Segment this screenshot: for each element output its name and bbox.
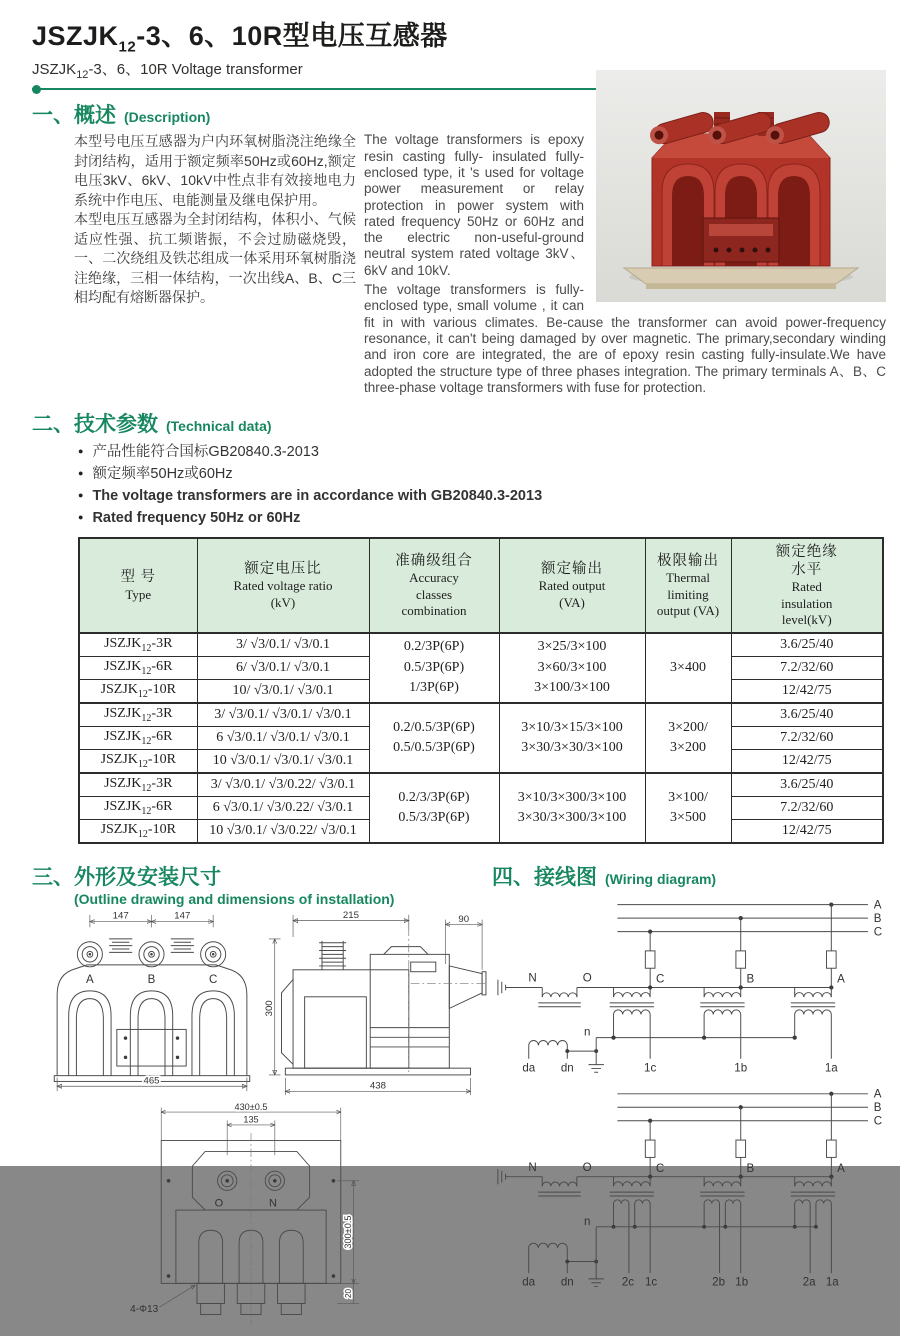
- insulation-cell: 3.6/25/40: [731, 703, 883, 727]
- bullet-item: ● 产品性能符合国标GB20840.3-2013: [78, 441, 886, 463]
- ratio-cell: 10 √3/0.1/ √3/0.22/ √3/0.1: [197, 820, 369, 844]
- dim-label: 20: [343, 1288, 353, 1299]
- col-header-type: 型 号 Type: [79, 538, 197, 633]
- ratio-cell: 6 √3/0.1/ √3/0.1/ √3/0.1: [197, 727, 369, 750]
- holes-note: 4-Φ13: [130, 1303, 159, 1315]
- accuracy-cell: 0.2/3/3P(6P) 0.5/3/3P(6P): [369, 773, 499, 843]
- zero-sequence-transformer: [538, 1177, 580, 1196]
- title-model-sub: 12: [118, 38, 137, 56]
- paragraph: The voltage transformers is fully-enclosed type, small volume , it can fit in with various climates. Be-cause the transformer can avoid power-frequency resonance, it can't being damaged by over magnetic. The primary,secondary winding and iron core are integrated, the are of epoxy resin casting fully-insulate.We have adopted the structure type of three phases integration. The primary terminals A、B、C three-phase voltage transformers with fuse for protection.: [364, 282, 886, 395]
- base: [285, 1068, 470, 1075]
- spec-table: [78, 537, 884, 844]
- type-cell: $JSZJK_{12}-6R$: [79, 797, 197, 820]
- ratio-cell: 10 √3/0.1/ √3/0.1/ √3/0.1: [197, 750, 369, 774]
- section-outline-drawing: [32, 852, 484, 1336]
- dim-label: 135: [243, 1114, 259, 1125]
- terminal-label: dn: [560, 1276, 574, 1289]
- thermal-cell: 3×200/ 3×200: [645, 703, 731, 773]
- bullet-item: ● Rated frequency 50Hz or 60Hz: [78, 507, 886, 529]
- earth-icon: [588, 1065, 603, 1073]
- section-wiring-diagram: [492, 852, 894, 1336]
- transformer-symbol: [610, 1177, 654, 1273]
- accuracy-cell: 0.2/0.5/3P(6P) 0.5/0.5/3P(6P): [369, 703, 499, 773]
- section4-heading: 四、接线图 (Wiring diagram): [492, 866, 717, 890]
- insulation-cell: 3.6/25/40: [731, 633, 883, 657]
- type-cell: $JSZJK_{12}-3R$: [79, 703, 197, 727]
- terminal-label: da: [522, 1062, 536, 1075]
- phase-label: A: [837, 973, 845, 986]
- section2-heading: 二、技术参数 (Technical data): [32, 413, 272, 437]
- table-row: [79, 773, 883, 797]
- section3-heading: 三、外形及安装尺寸: [32, 866, 221, 890]
- bus-label: B: [873, 913, 882, 926]
- terminal-box: [703, 218, 779, 262]
- thermal-cell: 3×400: [645, 633, 731, 703]
- output-cell: 3×10/3×15/3×100 3×30/3×30/3×100: [499, 703, 645, 773]
- col-header-thermal: 极限输出 Thermal limiting output (VA): [645, 538, 731, 633]
- type-cell: $JSZJK_{12}-3R$: [79, 773, 197, 797]
- output-cell: 3×10/3×300/3×100 3×30/3×300/3×100: [499, 773, 645, 843]
- neutral-label: N: [528, 1162, 537, 1175]
- terminal-label: N: [269, 1197, 277, 1210]
- thermal-cell: 3×100/ 3×500: [645, 773, 731, 843]
- phase-label: C: [208, 974, 218, 987]
- bus-label: A: [873, 899, 882, 912]
- technical-bullets: [32, 441, 886, 529]
- terminal-label: da: [522, 1276, 536, 1289]
- bus-lines: [617, 1092, 868, 1123]
- phase-label: A: [837, 1163, 845, 1176]
- dim-label: 147: [112, 910, 129, 922]
- page-title: [32, 14, 886, 55]
- ratio-cell: 3/ √3/0.1/ √3/0.1: [197, 633, 369, 657]
- bullet-item: ● The voltage transformers are in accordance with GB20840.3-2013: [78, 485, 886, 507]
- bus-lines: [617, 903, 868, 934]
- terminal-label: dn: [560, 1062, 574, 1075]
- table-header-row: [79, 538, 883, 633]
- threaded-bushing: [319, 941, 346, 970]
- dim-label: 300±0.5: [342, 1215, 353, 1249]
- drawings-row: [52, 910, 484, 1100]
- dim-label: 300: [263, 1000, 275, 1017]
- product-photo: [594, 132, 886, 302]
- ratio-cell: 6/ √3/0.1/ √3/0.1: [197, 657, 369, 680]
- dim-label: 465: [143, 1075, 160, 1087]
- terminal-label: 2b: [712, 1276, 726, 1289]
- description-body: [32, 132, 886, 399]
- title-model: JSZJK: [32, 21, 119, 51]
- terminal-label: 1b: [734, 1062, 748, 1075]
- neutral-label: N: [528, 972, 537, 985]
- paragraph: 本型号电压互感器为户内环氧树脂浇注绝缘全封闭结构，适用于额定频率50Hz或60Hz,额定电压3kV、6kV、10kV中性点非有效接地电力系统中作电压、电能测量及继电保护用。: [74, 133, 356, 208]
- o-label: O: [582, 1162, 592, 1175]
- ratio-cell: 6 √3/0.1/ √3/0.22/ √3/0.1: [197, 797, 369, 820]
- divider-dot-icon: [32, 85, 41, 94]
- dim-label: 430±0.5: [234, 1101, 268, 1112]
- fuse-ribs: [109, 939, 194, 952]
- type-cell: $JSZJK_{12}-10R$: [79, 680, 197, 704]
- section-description: [32, 99, 886, 399]
- col-header-ratio: 额定电压比 Rated voltage ratio (kV): [197, 538, 369, 633]
- type-cell: $JSZJK_{12}-6R$: [79, 727, 197, 750]
- phase-label: B: [147, 974, 156, 987]
- nameplate: [117, 1030, 186, 1067]
- dim-label: 438: [369, 1080, 386, 1092]
- secondary-neutral-label: n: [583, 1026, 591, 1039]
- terminal-label: 1a: [824, 1062, 838, 1075]
- bushings: [77, 942, 225, 967]
- bottom-sections: [32, 852, 886, 1336]
- table-row: [79, 633, 883, 657]
- insulation-cell: 7.2/32/60: [731, 727, 883, 750]
- insulation-cell: 7.2/32/60: [731, 797, 883, 820]
- col-header-output: 额定输出 Rated output (VA): [499, 538, 645, 633]
- terminal-label: 2a: [802, 1276, 816, 1289]
- product-photo-image: [596, 70, 886, 302]
- phase-label: B: [746, 1163, 755, 1176]
- cone-bushing: [449, 966, 482, 1008]
- o-label: O: [582, 972, 592, 985]
- table-row: [79, 703, 883, 727]
- transformer-symbol: [791, 1177, 835, 1273]
- bottom-view-drawing: [128, 1102, 374, 1331]
- output-cell: 3×25/3×100 3×60/3×100 3×100/3×100: [499, 633, 645, 703]
- phase-label: B: [746, 973, 755, 986]
- terminal-label: 1a: [825, 1276, 839, 1289]
- insulation-cell: 12/42/75: [731, 750, 883, 774]
- section-technical-data: [32, 408, 886, 844]
- col-header-insulation: 额定绝缘 水平 Rated insulation level(kV): [731, 538, 883, 633]
- type-cell: $JSZJK_{12}-10R$: [79, 750, 197, 774]
- insulation-cell: 12/42/75: [731, 820, 883, 844]
- transformer-symbol: [700, 988, 744, 1059]
- terminal-label: 1c: [644, 1062, 657, 1075]
- front-view-drawing: [52, 910, 252, 1093]
- earth-icon: [588, 1279, 603, 1287]
- dim-label: 90: [458, 914, 470, 926]
- terminal-o: [218, 1171, 237, 1190]
- bus-label: A: [873, 1088, 882, 1101]
- terminal-label: 2c: [621, 1276, 635, 1289]
- phase-label: A: [86, 974, 94, 987]
- terminal-n: [265, 1171, 284, 1190]
- type-cell: $JSZJK_{12}-3R$: [79, 633, 197, 657]
- paragraph: The voltage transformers is epoxy resin casting fully- insulated fully-enclosed type, it 's used for voltage power measurement or relay protection in power system with rated frequency 50Hz or 60Hz and the electric non-useful-ground neutral system rated voltage 3kV、6kV and 10kV.: [364, 132, 584, 278]
- zero-sequence-transformer: [538, 988, 580, 1007]
- bus-label: B: [873, 1102, 882, 1115]
- insulation-cell: 7.2/32/60: [731, 657, 883, 680]
- terminal-label: 1b: [735, 1276, 749, 1289]
- bus-label: C: [873, 926, 883, 939]
- wiring-diagram-2: [494, 1084, 894, 1306]
- transformer-symbol: [610, 988, 654, 1059]
- bus-label: C: [873, 1115, 883, 1128]
- dim-label: 215: [342, 910, 359, 922]
- ratio-cell: 3/ √3/0.1/ √3/0.1/ √3/0.1: [197, 703, 369, 727]
- transformer-symbol: [791, 988, 835, 1059]
- auxiliary-winding: [529, 1041, 598, 1059]
- wiring-diagram-1: [494, 895, 894, 1080]
- ratio-cell: 3/ √3/0.1/ √3/0.22/ √3/0.1: [197, 773, 369, 797]
- body: [293, 970, 409, 1068]
- insulation-cell: 3.6/25/40: [731, 773, 883, 797]
- auxiliary-winding: [529, 1243, 598, 1273]
- insulation-cell: 12/42/75: [731, 680, 883, 704]
- dim-label: 147: [174, 910, 191, 922]
- description-english: [364, 132, 886, 399]
- bullet-item: ● 额定频率50Hz或60Hz: [78, 463, 886, 485]
- phase-label: C: [655, 973, 665, 986]
- col-header-accuracy: 准确级组合 Accuracy classes combination: [369, 538, 499, 633]
- type-cell: $JSZJK_{12}-10R$: [79, 820, 197, 844]
- terminal-label: O: [214, 1197, 224, 1210]
- title-model-suffix: -3、6、10R型电压互感器: [136, 21, 448, 51]
- transformer-symbol: [700, 1177, 744, 1273]
- section3-subheading: (Outline drawing and dimensions of installation): [74, 891, 395, 908]
- section1-heading: 一、概述 (Description): [32, 104, 211, 128]
- accuracy-cell: 0.2/3P(6P) 0.5/3P(6P) 1/3P(6P): [369, 633, 499, 703]
- secondary-neutral-label: n: [583, 1216, 591, 1229]
- type-cell: $JSZJK_{12}-6R$: [79, 657, 197, 680]
- page-subtitle: $JSZJK_{12}-3$、6、10R Voltage transformer: [32, 61, 303, 82]
- ratio-cell: 10/ √3/0.1/ √3/0.1: [197, 680, 369, 704]
- description-chinese: [74, 132, 356, 399]
- phase-label: C: [655, 1163, 665, 1176]
- paragraph: 本型电压互感器为全封闭结构，体积小、气候适应性强、抗工频谐振，不会过励磁烧毁，一、二次绕组及铁芯组成一体采用环氧树脂浇注绝缘，三相一体结构，一次出线A、B、C三相均配有熔断器保护。: [74, 211, 356, 306]
- side-view-drawing: [262, 910, 490, 1100]
- terminal-label: 1c: [645, 1276, 658, 1289]
